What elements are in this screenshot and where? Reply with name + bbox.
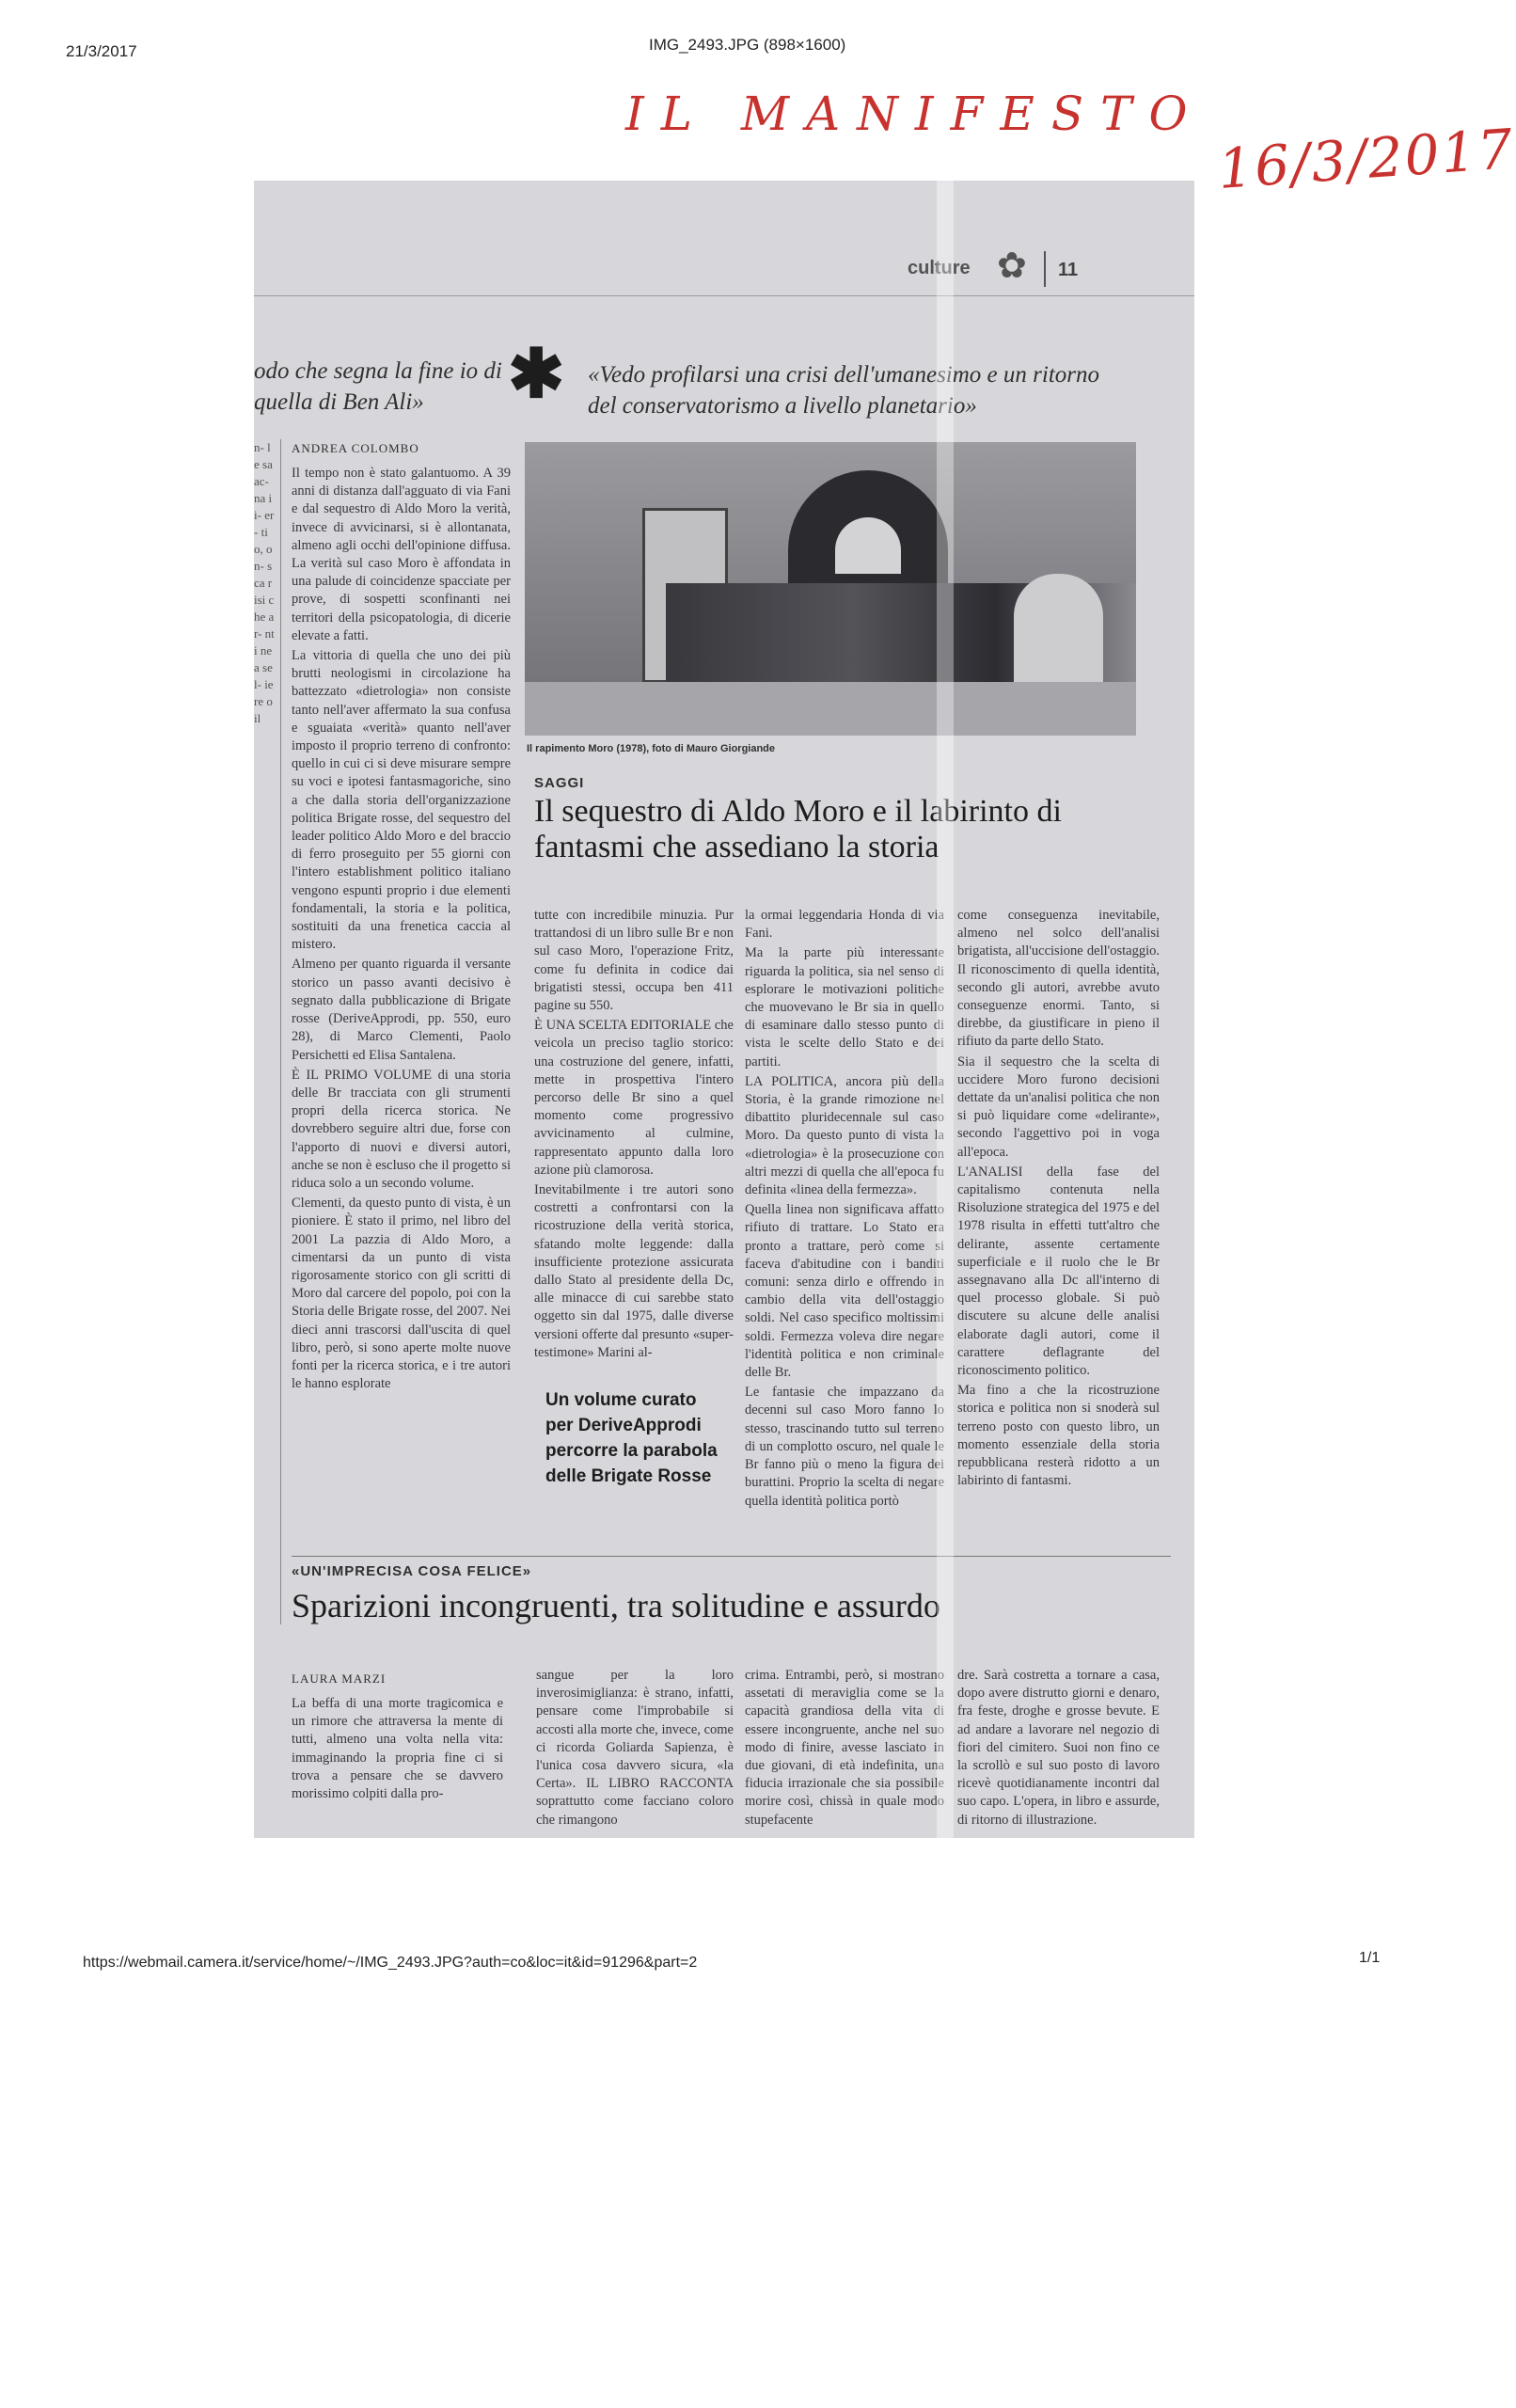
print-page-number: 1/1 xyxy=(1359,1950,1381,1966)
paragraph: Ma la parte più interessante riguarda la politica, sia nel senso di esplorare le motivazioni politiche che muovevano le Br sia in quello di esaminare dallo stesso punto di vista le scelte dello Stato e dei partiti. xyxy=(745,945,944,1069)
pull-quote: Un volume curato per DeriveApprodi percorre la parabola delle Brigate Rosse xyxy=(545,1390,718,1486)
print-date: 21/3/2017 xyxy=(66,42,137,60)
quote-headline: «Vedo profilarsi una crisi dell'umanesimo e un ritorno del conservatorismo a livello planetario» xyxy=(588,362,1099,419)
paragraph: L'ANALISI della fase del capitalismo contenuta nella Risoluzione strategica del 1975 e del 1978 risulta in effetti tutt'altro che delirante, assente certamente superficiale e il ruolo che le Br assegnavano alla Dc all'interno di quel processo globale. Si può discutere su alcune delle analisi elaborate dagli autori, come il carattere deflagrante del riconoscimento politico. xyxy=(957,1164,1160,1379)
paragraph: Il tempo non è stato galantuomo. A 39 anni di distanza dall'agguato di via Fani e dal sequestro di Aldo Moro la verità, invece di avvicinarsi, si è allontanata, almeno agli occhi dell'opinione diffusa. La verità sul caso Moro è affondata in una palude di coincidenze spacciate per prove, di sospetti sconfinanti nei territori della psicopatologia, di dicerie elevate a fatti. xyxy=(292,466,511,643)
paragraph: Sia il sequestro che la scelta di uccidere Moro furono decisioni dettate da un'analisi politica che non si può liquidare come «delirante», secondo l'aggettivo poi in voga all'epoca. xyxy=(957,1054,1160,1160)
article-column-1 xyxy=(292,465,511,1499)
paragraph: LA POLITICA, ancora più della Storia, è la grande rimozione nel dibattito pluridecennale sul caso Moro. Da questo punto di vista la «dietrologia» è la prosecuzione con altri mezzi di quella che all'epoca fu definita «linea della fermezza». xyxy=(745,1073,944,1198)
section-label: culture xyxy=(908,258,971,278)
side-headline: odo che segna la fine io di quella di Ben Ali» xyxy=(254,358,502,415)
paragraph: Clementi, da questo punto di vista, è un pioniere. È stato il primo, nel libro del 2001 La pazzia di Aldo Moro, a cimentarsi da un punto di vista rigorosamente storico con gli scritti di Moro dal carcere del popolo, poi con la Storia delle Brigate rosse, del 2007. Nei dieci anni trascorsi dall'uscita di quel libro, però, si sono aperte molte nuove fonti per la ricerca storica, e i tre autori le hanno esplorate xyxy=(292,1196,511,1392)
photo-caption: Il rapimento Moro (1978), foto di Mauro Giorgiande xyxy=(527,743,776,754)
article-column-3 xyxy=(745,907,944,1509)
second-article-kicker: «UN'IMPRECISA COSA FELICE» xyxy=(292,1563,532,1579)
photo-ground xyxy=(525,682,1136,736)
asterisk-icon: ✱ xyxy=(508,337,565,412)
paragraph: Le fantasie che impazzano da decenni sul caso Moro fanno lo stesso, trascinando tutto sul terreno di un complotto oscuro, nel quale le Br fanno più o meno la figura dei burattini. Proprio la scelta di negare quella identità politica portò xyxy=(745,1385,944,1509)
paragraph: Inevitabilmente i tre autori sono costretti a confrontarsi con la ricostruzione della verità storica, sfatando molte leggende: dalla insufficiente protezione assicurata dallo Stato al presidente della Dc, alle minacce di cui sarebbe stato oggetto sin dal 1975, dalle diverse versioni offerte dal presunto «super-testimone» Marini al- xyxy=(534,1182,734,1360)
second-article-column-3: crima. Entrambi, però, si mostrano assetati di meraviglia come se la capacità grandiosa della vita di essere incongruente, anche nel suo modo di finire, avesse lasciato in due giovani, di età indefinita, una fiducia irrazionale che sia possibile morire così, chissà in quale modo stupefacente xyxy=(745,1668,944,1828)
article-headline: Il sequestro di Aldo Moro e il labirinto di fantasmi che assediano la storia xyxy=(534,794,1062,864)
article-column-4 xyxy=(957,907,1160,1499)
print-file-title: IMG_2493.JPG (898×1600) xyxy=(649,36,846,54)
paragraph: Ma fino a che la ricostruzione storica e politica non si snoderà sul terreno posto con questo libro, un momento essenziale della storia repubblicana resterà ridotto a un labirinto di fantasmi. xyxy=(957,1383,1160,1489)
paragraph: tutte con incredibile minuzia. Pur trattandosi di un libro sulle Br e non sul caso Moro, l'operazione Fritz, come fu definita in codice dai brigatisti stessi, occupa ben 411 pagine su 550. xyxy=(534,908,734,1014)
second-article-column-4: dre. Sarà costretta a tornare a casa, dopo avere distrutto giorni e denaro, fra feste, droghe e grosse bevute. E ad andare a lavorare nel negozio di fiori del cimitero. Suoi non fino ce la scrollò e sul suo posto di lavoro ricevè quotidianamente incontri dal suo capo. L'opera, in libro e assurde, di ritorno di illustrazione. xyxy=(957,1668,1160,1828)
cut-column-left: n- le sa ac- na ii- er- tio, on- sca risi che ar- nti ne a sel- iere o il xyxy=(254,440,275,725)
byline: ANDREA COLOMBO xyxy=(292,441,419,455)
page-number: 11 xyxy=(1058,260,1079,280)
article-photo xyxy=(525,442,1136,736)
second-article-rule xyxy=(292,1556,1171,1557)
handwritten-date: 16/3/2017 xyxy=(1216,117,1516,201)
paragraph: come conseguenza inevitabile, almeno nel solco dell'analisi brigatista, all'uccisione dell'ostaggio. Il riconoscimento di quella identità, secondo gli autori, avrebbe avuto conseguenze enormi. Tanto, si direbbe, da giustificare in pieno il rifiuto da parte dello Stato. xyxy=(957,908,1160,1050)
scan-artifact-band xyxy=(937,181,954,1838)
second-article-byline: LAURA MARZI xyxy=(292,1671,387,1686)
paragraph: La vittoria di quella che uno dei più brutti neologismi in circolazione ha battezzato «dietrologia» non consiste tanto nell'aver affermato la sua confusa e sguaiata «verità» quanto nell'aver imposto il proprio terreno di confronto: quello in cui ci si deve misurare sempre su voci e ipotesi fantasmagoriche, sino a che dalla storia dell'organizzazione politica Brigate rosse, del sequestro del leader politico Aldo Moro e del braccio di ferro proseguito per 55 giorni con l'intero establishment politico italiano vengono espunti proprio i due elementi fondamentali, la storia e la politica, sostituiti da una frenetica caccia al mistero. xyxy=(292,648,511,953)
paragraph: Quella linea non significava affatto rifiuto di trattare. Lo Stato era pronto a trattare, però come si faceva d'abitudine con i banditi comuni: senza dirlo e offrendo in cambio della vita dell'ostaggio soldi. Nel caso specifico moltissimi soldi. Fermezza voleva dire negare l'identità politica e non criminale delle Br. xyxy=(745,1202,944,1381)
section-flower-icon: ✿ xyxy=(997,246,1027,286)
newspaper-clipping xyxy=(254,181,1194,1838)
article-kicker: SAGGI xyxy=(534,775,585,791)
paragraph: la ormai leggendaria Honda di via Fani. xyxy=(745,908,944,942)
second-article-headline: Sparizioni incongruenti, tra solitudine e assurdo xyxy=(292,1587,940,1624)
photo-figure xyxy=(1014,574,1103,696)
cut-column-divider xyxy=(280,439,281,1624)
paragraph: È UNA SCELTA EDITORIALE che veicola un preciso taglio storico: una costruzione del genere, infatti, mette in prospettiva l'intero percorso delle Br sino a quel momento come progressivo avvicinamento al culmine, rappresentato appunto dalla loro azione più clamorosa. xyxy=(534,1018,734,1178)
second-article-column-1: La beffa di una morte tragicomica e un rimore che attraversa la mente di tutti, almeno una volta nella vita: immaginando la propria fine ci si trova a pensare che se davvero morissimo colpiti dalla pro- xyxy=(292,1696,503,1802)
handwritten-newspaper-name: IL MANIFESTO xyxy=(625,87,1205,141)
top-rule xyxy=(254,295,1194,296)
section-divider xyxy=(1044,251,1046,287)
paragraph: È IL PRIMO VOLUME di una storia delle Br tracciata con gli strumenti propri della ricerca storica. Ne dovrebbero seguire altri due, forse con l'apporto di nuovi e diversi autori, anche se non è escluso che il progetto si riduca solo a un secondo volume. xyxy=(292,1067,511,1191)
paragraph: Almeno per quanto riguarda il versante storico un passo avanti decisivo è segnato dalla pubblicazione di Brigate rosse (DeriveApprodi, pp. 550, euro 28), di Marco Clementi, Paolo Persichetti ed Elisa Santalena. xyxy=(292,957,511,1063)
second-article-column-2: sangue per la loro inverosimiglianza: è strano, infatti, pensare come l'improbabile si accosti alla morte che, invece, come ci ricorda Goliarda Sapienza, è l'unica cosa davvero sicura, «la Certa». IL LIBRO RACCONTA soprattutto come facciano coloro che rimangono xyxy=(536,1668,734,1828)
print-url: https://webmail.camera.it/service/home/~/IMG_2493.JPG?auth=co&loc=it&id=91296&part=2 xyxy=(83,1955,698,1971)
article-column-2 xyxy=(534,907,734,1360)
